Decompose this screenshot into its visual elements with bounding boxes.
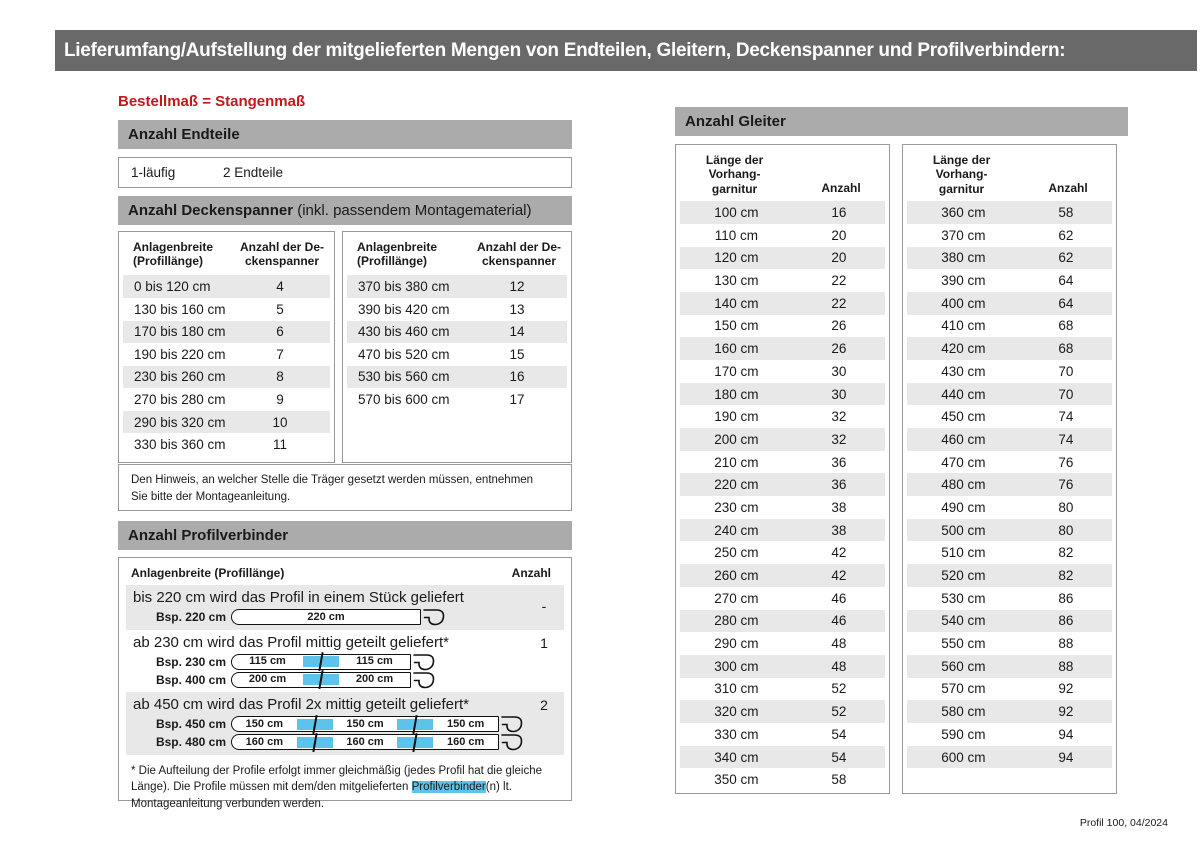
length-cell: 280 cm xyxy=(714,613,759,629)
length-cell: 220 cm xyxy=(714,477,759,493)
endteile-header-label: Anzahl Endteile xyxy=(128,126,240,143)
table-row xyxy=(907,247,1112,270)
table-row xyxy=(907,473,1112,496)
col-header-anlagenbreite: Anlagenbreite (Profillänge) xyxy=(357,240,438,269)
count-cell: 54 xyxy=(831,726,847,742)
table-row xyxy=(123,411,330,434)
count-cell: 88 xyxy=(1058,658,1074,674)
length-cell: 250 cm xyxy=(714,545,759,561)
table-row xyxy=(680,451,885,474)
range-cell: 530 bis 560 cm xyxy=(358,369,450,385)
range-cell: 190 bis 220 cm xyxy=(134,346,226,362)
table-row xyxy=(907,610,1112,633)
count-cell: 58 xyxy=(1058,205,1074,221)
table-row xyxy=(680,587,885,610)
length-cell: 510 cm xyxy=(941,545,986,561)
profile-diagram xyxy=(126,716,564,733)
count-cell: 38 xyxy=(831,522,847,538)
document-footer: Profil 100, 04/2024 xyxy=(1079,817,1168,829)
table-row xyxy=(907,496,1112,519)
right-column xyxy=(675,107,1128,794)
profile-bar xyxy=(231,672,411,688)
order-measure-subtitle: Bestellmaß = Stangenmaß xyxy=(118,93,306,110)
length-cell: 370 cm xyxy=(941,227,986,243)
length-cell: 490 cm xyxy=(941,499,986,515)
length-cell: 270 cm xyxy=(714,590,759,606)
example-label: Bsp. 480 cm xyxy=(155,735,226,749)
table-row xyxy=(123,388,330,411)
profile-bar xyxy=(231,609,421,625)
count-cell: 52 xyxy=(831,681,847,697)
profilverbinder-connector xyxy=(297,719,333,730)
left-column xyxy=(118,93,572,810)
count-cell: 74 xyxy=(1058,409,1074,425)
table-row xyxy=(123,298,330,321)
count-cell: 68 xyxy=(1058,341,1074,357)
profile-end-piece-icon xyxy=(501,732,523,752)
table-row xyxy=(907,428,1112,451)
length-cell: 210 cm xyxy=(714,454,759,470)
profilverbinder-row-2 xyxy=(126,630,564,693)
montage-note: Den Hinweis, an welcher Stelle die Träger gesetzt werden müssen, entnehmen Sie bitte der Montageanleitung. xyxy=(118,464,572,511)
length-cell: 200 cm xyxy=(714,431,759,447)
profile-end-piece-icon xyxy=(501,714,523,734)
segment-label: 115 cm xyxy=(249,655,286,667)
length-cell: 410 cm xyxy=(941,318,986,334)
col-header-anzahl-deckenspanner: Anzahl der De- ckenspanner xyxy=(476,240,561,269)
count-cell: 20 xyxy=(831,250,847,266)
count-cell: 4 xyxy=(276,279,284,295)
count-cell: 38 xyxy=(831,499,847,515)
gleiter-table-box-1 xyxy=(675,144,890,794)
table-row xyxy=(347,321,567,344)
count-cell: 70 xyxy=(1058,363,1074,379)
count-cell: 64 xyxy=(1058,273,1074,289)
gleiter-table-box-2 xyxy=(902,144,1117,794)
col-header-laenge: Länge der Vorhang- garnitur xyxy=(705,153,764,196)
count-cell: 52 xyxy=(831,704,847,720)
length-cell: 520 cm xyxy=(941,568,986,584)
table-row xyxy=(680,519,885,542)
range-cell: 170 bis 180 cm xyxy=(134,324,226,340)
length-cell: 560 cm xyxy=(941,658,986,674)
length-cell: 400 cm xyxy=(941,295,986,311)
length-cell: 340 cm xyxy=(714,749,759,765)
example-label: Bsp. 450 cm xyxy=(155,717,226,731)
length-cell: 120 cm xyxy=(714,250,759,266)
table-row xyxy=(680,655,885,678)
table-row xyxy=(907,292,1112,315)
length-cell: 570 cm xyxy=(941,681,986,697)
range-cell: 270 bis 280 cm xyxy=(134,392,226,408)
length-cell: 470 cm xyxy=(941,454,986,470)
table-row xyxy=(680,315,885,338)
count-cell: 17 xyxy=(509,392,525,408)
table-row xyxy=(680,610,885,633)
deckenspanner-tables xyxy=(118,231,572,463)
length-cell: 530 cm xyxy=(941,590,986,606)
table-row xyxy=(907,564,1112,587)
count-cell: 7 xyxy=(276,346,284,362)
title-bar xyxy=(55,30,1197,71)
profilverbinder-box xyxy=(118,557,572,810)
profile-diagram xyxy=(126,609,564,626)
range-cell: 290 bis 320 cm xyxy=(134,414,226,430)
length-cell: 260 cm xyxy=(714,568,759,584)
length-cell: 360 cm xyxy=(941,205,986,221)
count-cell: 88 xyxy=(1058,636,1074,652)
endteile-type-label: 1-läufig xyxy=(131,165,176,180)
table-row xyxy=(680,383,885,406)
count-cell: 48 xyxy=(831,658,847,674)
length-cell: 450 cm xyxy=(941,409,986,425)
length-cell: 330 cm xyxy=(714,726,759,742)
col-header-anzahl: Anzahl xyxy=(821,180,861,195)
range-cell: 390 bis 420 cm xyxy=(358,301,450,317)
table-row xyxy=(680,700,885,723)
gleiter-table1-header xyxy=(676,153,889,196)
gleiter-section-header xyxy=(675,107,1128,136)
segment-label: 150 cm xyxy=(346,717,384,730)
count-cell: 5 xyxy=(276,301,284,317)
count-cell: 42 xyxy=(831,568,847,584)
count-cell: 92 xyxy=(1058,681,1074,697)
count-cell: 42 xyxy=(831,545,847,561)
table-row xyxy=(680,678,885,701)
count-cell: 36 xyxy=(831,477,847,493)
count-cell: 62 xyxy=(1058,227,1074,243)
segment-label: 160 cm xyxy=(346,735,384,748)
table-row xyxy=(907,541,1112,564)
endteile-section-header xyxy=(118,120,572,149)
table-row xyxy=(347,343,567,366)
count-cell: 30 xyxy=(831,386,847,402)
length-cell: 350 cm xyxy=(714,772,759,788)
segment-label: 160 cm xyxy=(447,735,485,748)
count-cell: 16 xyxy=(509,369,525,385)
table-row xyxy=(680,269,885,292)
profilverbinder-connector xyxy=(297,737,333,748)
count-cell: 13 xyxy=(509,301,525,317)
length-cell: 100 cm xyxy=(714,205,759,221)
table-row xyxy=(680,292,885,315)
count-cell: 76 xyxy=(1058,454,1074,470)
endteile-value: 2 Endteile xyxy=(223,165,284,180)
count-cell: 20 xyxy=(831,227,847,243)
count-cell: 80 xyxy=(1058,499,1074,515)
range-cell: 330 bis 360 cm xyxy=(134,437,226,453)
count-cell: 26 xyxy=(831,318,847,334)
length-cell: 580 cm xyxy=(941,704,986,720)
count-cell: 32 xyxy=(831,409,847,425)
count-cell: 36 xyxy=(831,454,847,470)
count-cell: 94 xyxy=(1058,749,1074,765)
range-cell: 230 bis 260 cm xyxy=(134,369,226,385)
profilverbinder-connector xyxy=(303,656,339,667)
length-cell: 390 cm xyxy=(941,273,986,289)
length-cell: 240 cm xyxy=(714,522,759,538)
count-cell: 22 xyxy=(831,295,847,311)
count-cell: 70 xyxy=(1058,386,1074,402)
count-cell: 92 xyxy=(1058,704,1074,720)
page-title: Lieferumfang/Aufstellung der mitgelieferten Mengen von Endteilen, Gleitern, Deckenspanner und Profilverbindern: xyxy=(64,39,1066,61)
length-cell: 600 cm xyxy=(941,749,986,765)
profile-bar xyxy=(231,734,499,750)
length-cell: 430 cm xyxy=(941,363,986,379)
count-cell: 54 xyxy=(831,749,847,765)
profilverbinder-connector xyxy=(303,674,339,685)
table-row xyxy=(907,337,1112,360)
profile-bar xyxy=(231,654,411,670)
count-cell: 46 xyxy=(831,613,847,629)
count-cell: 58 xyxy=(831,772,847,788)
count-cell: 11 xyxy=(272,437,287,453)
count-cell: 76 xyxy=(1058,477,1074,493)
length-cell: 540 cm xyxy=(941,613,986,629)
count-cell: 68 xyxy=(1058,318,1074,334)
table-row xyxy=(680,541,885,564)
col-header-laenge: Länge der Vorhang- garnitur xyxy=(932,153,991,196)
profilverbinder-row-3 xyxy=(126,692,564,755)
range-cell: 570 bis 600 cm xyxy=(358,392,450,408)
length-cell: 420 cm xyxy=(941,341,986,357)
length-cell: 550 cm xyxy=(941,636,986,652)
col-header-anzahl-deckenspanner: Anzahl der De- ckenspanner xyxy=(239,240,324,269)
table-row xyxy=(680,360,885,383)
profile-end-piece-icon xyxy=(413,670,435,690)
table-row xyxy=(680,224,885,247)
count-cell: 14 xyxy=(509,324,525,340)
endteile-row xyxy=(118,157,572,188)
profilverbinder-row-1 xyxy=(126,585,564,630)
profilverbinder-footnote: * Die Aufteilung der Profile erfolgt immer gleichmäßig (jedes Profil hat die gleiche Länge). Die Profile müssen mit dem/den mitgelieferten Profilverbinder(n) lt. Montageanleitung verbunden werden. xyxy=(131,764,543,810)
length-cell: 290 cm xyxy=(714,636,759,652)
segment-label: 200 cm xyxy=(355,673,394,685)
count-cell: 48 xyxy=(831,636,847,652)
table-row xyxy=(907,632,1112,655)
count-cell: 10 xyxy=(272,414,288,430)
table-row xyxy=(123,433,330,456)
length-cell: 310 cm xyxy=(714,681,759,697)
range-cell: 0 bis 120 cm xyxy=(134,279,211,295)
count-cell: 82 xyxy=(1058,545,1074,561)
gleiter-table-1 xyxy=(676,201,889,791)
length-cell: 440 cm xyxy=(941,386,986,402)
table-row xyxy=(347,366,567,389)
col-header-anlagenbreite: Anlagenbreite (Profillänge) xyxy=(131,566,285,580)
segment-label: 150 cm xyxy=(245,717,283,730)
profile-end-piece-icon xyxy=(423,607,445,627)
count-cell: 74 xyxy=(1058,431,1074,447)
profilverbinder-col-headers xyxy=(131,566,559,580)
profile-end-piece-icon xyxy=(413,652,435,672)
count-cell: 80 xyxy=(1058,522,1074,538)
profile-diagram xyxy=(126,734,564,751)
count-cell: 26 xyxy=(831,341,847,357)
deckenspanner-table2-header xyxy=(343,240,571,268)
count-cell: 9 xyxy=(276,392,284,408)
table-row xyxy=(123,366,330,389)
gleiter-table2-header xyxy=(903,153,1116,196)
deckenspanner-header-note: (inkl. passendem Montagematerial) xyxy=(293,202,532,219)
anzahl-value: 1 xyxy=(540,634,548,651)
segment-label: 220 cm xyxy=(307,610,345,623)
count-cell: 64 xyxy=(1058,295,1074,311)
example-label: Bsp. 400 cm xyxy=(155,672,226,687)
length-cell: 300 cm xyxy=(714,658,759,674)
example-label: Bsp. 220 cm xyxy=(155,610,226,624)
profilverbinder-connector xyxy=(397,737,433,748)
count-cell: 86 xyxy=(1058,590,1074,606)
profilverbinder-connector xyxy=(397,719,433,730)
count-cell: 30 xyxy=(831,363,847,379)
profilverbinder-header-label: Anzahl Profilverbinder xyxy=(128,527,289,544)
count-cell: 15 xyxy=(509,346,525,362)
deckenspanner-section-header xyxy=(118,196,572,225)
length-cell: 180 cm xyxy=(714,386,759,402)
length-cell: 230 cm xyxy=(714,499,759,515)
table-row xyxy=(680,473,885,496)
table-row xyxy=(907,700,1112,723)
count-cell: 8 xyxy=(276,369,284,385)
table-row xyxy=(123,343,330,366)
deckenspanner-table-1 xyxy=(119,275,334,456)
count-cell: 32 xyxy=(831,431,847,447)
length-cell: 380 cm xyxy=(941,250,986,266)
table-row xyxy=(907,405,1112,428)
table-row xyxy=(347,275,567,298)
profilverbinder-section-header xyxy=(118,521,572,550)
length-cell: 130 cm xyxy=(714,273,759,289)
range-cell: 430 bis 460 cm xyxy=(358,324,450,340)
deckenspanner-table1-header xyxy=(119,240,334,268)
count-cell: 16 xyxy=(831,205,847,221)
table-row xyxy=(907,519,1112,542)
length-cell: 320 cm xyxy=(714,704,759,720)
table-row xyxy=(907,746,1112,769)
example-label: Bsp. 230 cm xyxy=(155,654,226,669)
col-header-anzahl: Anzahl xyxy=(511,566,551,580)
segment-label: 160 cm xyxy=(245,735,283,748)
table-row xyxy=(680,746,885,769)
length-cell: 500 cm xyxy=(941,522,986,538)
count-cell: 82 xyxy=(1058,568,1074,584)
range-cell: 130 bis 160 cm xyxy=(134,301,226,317)
anzahl-value: 2 xyxy=(540,697,548,713)
deckenspanner-table-box-2 xyxy=(342,231,572,463)
segment-label: 200 cm xyxy=(248,673,287,685)
table-row xyxy=(680,723,885,746)
profile-diagram xyxy=(126,671,564,688)
segment-label: 115 cm xyxy=(356,655,393,667)
table-row xyxy=(680,768,885,791)
table-row xyxy=(907,723,1112,746)
deckenspanner-table-box-1 xyxy=(118,231,335,463)
profile-diagram xyxy=(126,653,564,670)
table-row xyxy=(123,321,330,344)
highlighted-term: Profilverbinder xyxy=(411,781,486,794)
table-row xyxy=(907,678,1112,701)
table-row xyxy=(680,632,885,655)
range-cell: 370 bis 380 cm xyxy=(358,279,450,295)
count-cell: 62 xyxy=(1058,250,1074,266)
table-row xyxy=(907,360,1112,383)
table-row xyxy=(907,655,1112,678)
table-row xyxy=(907,315,1112,338)
gleiter-header-label: Anzahl Gleiter xyxy=(685,113,786,130)
gleiter-table-2 xyxy=(903,201,1116,768)
table-row xyxy=(680,247,885,270)
table-row xyxy=(123,275,330,298)
length-cell: 160 cm xyxy=(714,341,759,357)
col-header-anlagenbreite: Anlagenbreite (Profillänge) xyxy=(133,240,214,269)
profile-bar xyxy=(231,716,499,732)
count-cell: 12 xyxy=(509,279,525,295)
count-cell: 46 xyxy=(831,590,847,606)
count-cell: 94 xyxy=(1058,726,1074,742)
table-row xyxy=(907,224,1112,247)
rule-text: bis 220 cm wird das Profil in einem Stück geliefert xyxy=(133,589,464,606)
gleiter-tables xyxy=(675,144,1128,794)
length-cell: 460 cm xyxy=(941,431,986,447)
deckenspanner-table-2 xyxy=(343,275,571,411)
anzahl-value: - xyxy=(541,598,547,614)
length-cell: 140 cm xyxy=(714,295,759,311)
deckenspanner-header-label: Anzahl Deckenspanner xyxy=(128,202,294,219)
table-row xyxy=(347,298,567,321)
table-row xyxy=(680,337,885,360)
length-cell: 590 cm xyxy=(941,726,986,742)
table-row xyxy=(907,383,1112,406)
rule-text: ab 230 cm wird das Profil mittig geteilt geliefert* xyxy=(133,633,449,651)
table-row xyxy=(680,496,885,519)
range-cell: 470 bis 520 cm xyxy=(358,346,450,362)
table-row xyxy=(680,201,885,224)
table-row xyxy=(680,564,885,587)
col-header-anzahl: Anzahl xyxy=(1048,180,1088,195)
table-row xyxy=(680,428,885,451)
length-cell: 110 cm xyxy=(714,227,759,243)
table-row xyxy=(907,587,1112,610)
count-cell: 86 xyxy=(1058,613,1074,629)
rule-text: ab 450 cm wird das Profil 2x mittig geteilt geliefert* xyxy=(133,696,469,713)
table-row xyxy=(347,388,567,411)
table-row xyxy=(907,451,1112,474)
table-row xyxy=(907,269,1112,292)
length-cell: 190 cm xyxy=(714,409,759,425)
segment-label: 150 cm xyxy=(447,717,485,730)
count-cell: 22 xyxy=(831,273,847,289)
length-cell: 480 cm xyxy=(941,477,986,493)
length-cell: 150 cm xyxy=(714,318,759,334)
length-cell: 170 cm xyxy=(714,363,759,379)
table-row xyxy=(907,201,1112,224)
table-row xyxy=(680,405,885,428)
count-cell: 6 xyxy=(276,324,284,340)
